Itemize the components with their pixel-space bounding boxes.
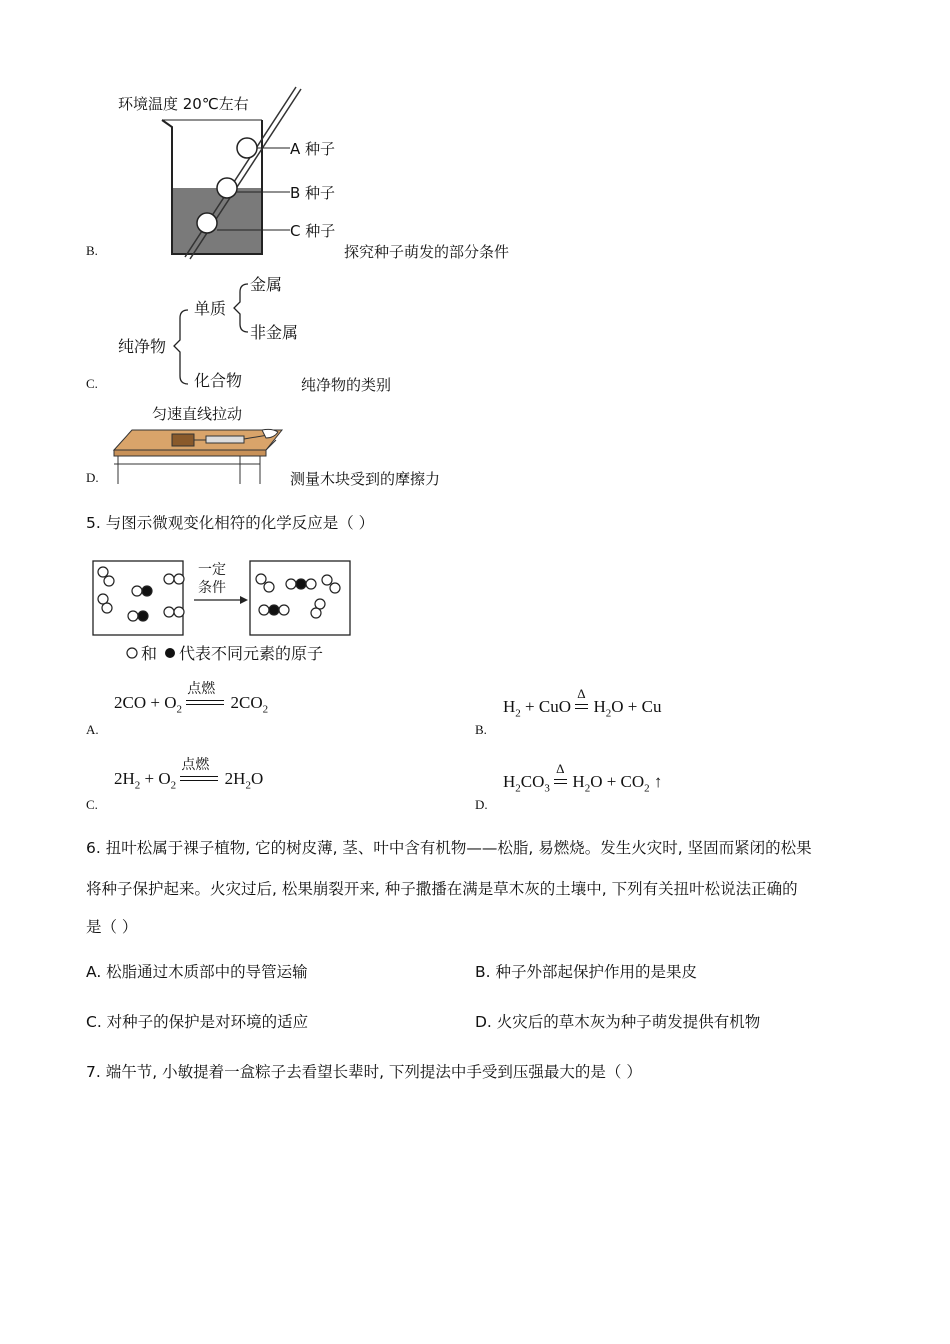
option-c-caption: 纯净物的类别 (301, 376, 392, 394)
simple-substance-label: 单质 (194, 299, 227, 318)
condition-line-2: 条件 (198, 580, 226, 596)
classification-figure (110, 268, 310, 396)
equation-c-condition: 点燃 (181, 757, 210, 774)
equation-c: $2H_2 + O_2$ 点燃 $2H_2O$ (114, 769, 263, 791)
question-6-stem-line-2: 将种子保护起来。火灾过后, 松果崩裂开来, 种子撒播在满是草木灰的土壤中, 下列有关扭叶松说法正确的 (86, 880, 798, 898)
equation-b-condition: Δ (577, 686, 586, 702)
question-7-stem: 7. 端午节, 小敏提着一盒粽子去看望长辈时, 下列提法中手受到压强最大的是（ ） (86, 1063, 642, 1081)
equation-b: $H_2$ + CuO Δ $H_2O + Cu$ (503, 686, 662, 720)
compound-label: 化合物 (194, 371, 243, 390)
legend-and: 和 (141, 644, 158, 663)
seed-a-label: A 种子 (290, 140, 336, 158)
equation-d-condition: Δ (556, 761, 565, 777)
seed-c-label: C 种子 (290, 222, 336, 240)
metal-label: 金属 (250, 275, 283, 294)
seed-c (197, 213, 217, 233)
friction-title: 匀速直线拉动 (152, 405, 243, 423)
question-6-stem-line-1: 6. 扭叶松属于裸子植物, 它的树皮薄, 茎、叶中含有机物——松脂, 易燃烧。发生火灾时, 坚固而紧闭的松果 (86, 839, 812, 857)
seed-experiment-figure (110, 82, 350, 262)
q6-option-a[interactable]: A. 松脂通过木质部中的导管运输 (86, 963, 308, 981)
friction-figure (110, 402, 290, 484)
option-d-label: D. (86, 470, 99, 485)
option-b-caption: 探究种子萌发的部分条件 (344, 243, 510, 261)
legend-text: 代表不同元素的原子 (179, 644, 324, 663)
q5-option-d-label: D. (475, 797, 488, 812)
q5-option-c-label: C. (86, 797, 98, 812)
question-5-stem: 5. 与图示微观变化相符的化学反应是（ ） (86, 514, 375, 532)
seed-b (217, 178, 237, 198)
option-b-label: B. (86, 243, 98, 258)
micro-change-figure (90, 556, 355, 668)
q6-option-d[interactable]: D. 火灾后的草木灰为种子萌发提供有机物 (475, 1013, 761, 1031)
temperature-label: 环境温度 20℃左右 (118, 95, 249, 113)
q5-option-a-label: A. (86, 722, 99, 737)
seed-a (237, 138, 257, 158)
condition-line-1: 一定 (198, 562, 226, 578)
equation-a-condition: 点燃 (187, 681, 216, 698)
pure-substance-label: 纯净物 (118, 337, 167, 356)
question-6-stem-line-3: 是（ ） (86, 918, 138, 936)
seed-b-label: B 种子 (290, 184, 336, 202)
q6-option-c[interactable]: C. 对种子的保护是对环境的适应 (86, 1013, 309, 1031)
q5-option-b-label: B. (475, 722, 487, 737)
q6-option-b[interactable]: B. 种子外部起保护作用的是果皮 (475, 963, 697, 981)
equation-d: $H_2CO_3$ Δ $H_2O + CO_2$ ↑ (503, 761, 663, 795)
equation-a: $2CO + O_2$ 点燃 $2CO_2$ (114, 693, 268, 715)
nonmetal-label: 非金属 (250, 323, 299, 342)
option-c-label: C. (86, 376, 98, 391)
option-d-caption: 测量木块受到的摩擦力 (290, 470, 441, 488)
